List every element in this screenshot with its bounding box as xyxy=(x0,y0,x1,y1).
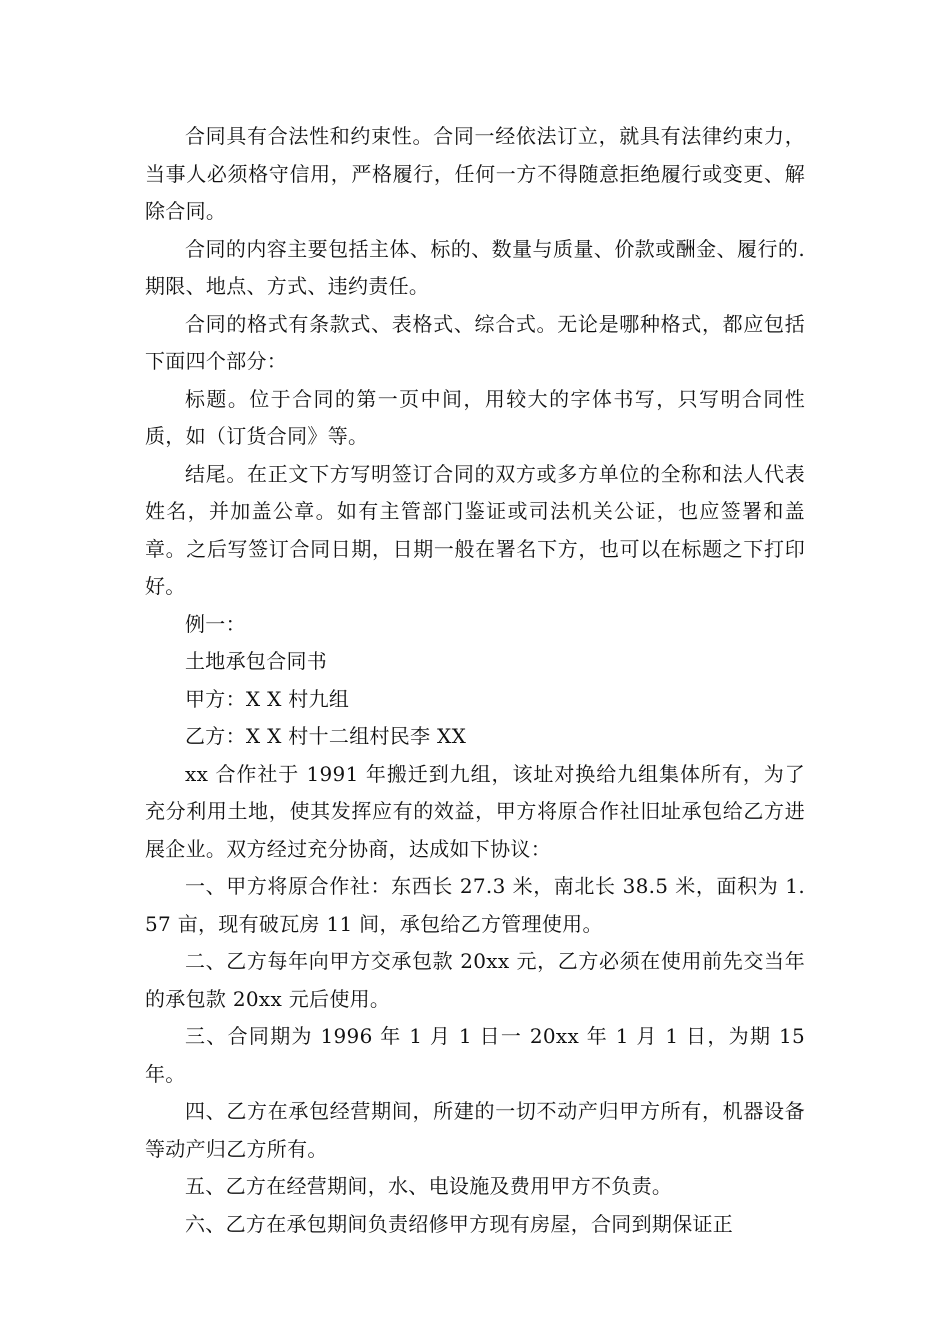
clause-4: 四、乙方在承包经营期间，所建的一切不动产归甲方所有，机器设备等动产归乙方所有。 xyxy=(145,1099,805,1161)
paragraph-format: 合同的格式有条款式、表格式、综合式。无论是哪种格式，都应包括下面四个部分： xyxy=(145,311,805,373)
paragraph-preamble: xx 合作社于 1991 年搬迁到九组，该址对换给九组集体所有，为了充分利用土地，使其发挥应有的效益，甲方将原合作社旧址承包给乙方进展企业。双方经过充分协商，达成如下协议： xyxy=(145,761,805,861)
document-body xyxy=(145,118,805,1243)
paragraph-contents: 合同的内容主要包括主体、标的、数量与质量、价款或酬金、履行的.期限、地点、方式、违约责任。 xyxy=(145,236,805,298)
paragraph-title: 标题。位于合同的第一页中间，用较大的字体书写，只写明合同性质，如（订货合同》等。 xyxy=(145,386,805,448)
paragraph-legality: 合同具有合法性和约束性。合同一经依法订立，就具有法律约束力，当事人必须格守信用，严格履行，任何一方不得随意拒绝履行或变更、解除合同。 xyxy=(145,124,805,223)
party-b: 乙方：X X 村十二组村民李 XX xyxy=(185,724,467,748)
example-label: 例一： xyxy=(185,611,246,636)
clause-2: 二、乙方每年向甲方交承包款 20xx 元，乙方必须在使用前先交当年的承包款 20xx 元后使用。 xyxy=(145,949,805,1011)
paragraph-ending: 结尾。在正文下方写明签订合同的双方或多方单位的全称和法人代表姓名，并加盖公章。如有主管部门鉴证或司法机关公证，也应签署和盖章。之后写签订合同日期，日期一般在署名下方，也可以在标题之下打印好。 xyxy=(145,461,805,598)
contract-title: 土地承包合同书 xyxy=(185,649,328,673)
party-a: 甲方：X X 村九组 xyxy=(185,686,350,711)
clause-3: 三、合同期为 1996 年 1 月 1 日一 20xx 年 1 月 1 日，为期 15 年。 xyxy=(145,1024,805,1086)
clause-6: 六、乙方在承包期间负责绍修甲方现有房屋，合同到期保证正 xyxy=(185,1211,734,1236)
clause-1: 一、甲方将原合作社：东西长 27.3 米，南北长 38.5 米，面积为 1.57 亩，现有破瓦房 11 间，承包给乙方管理使用。 xyxy=(145,874,805,936)
clause-5: 五、乙方在经营期间，水、电设施及费用甲方不负责。 xyxy=(185,1174,673,1198)
